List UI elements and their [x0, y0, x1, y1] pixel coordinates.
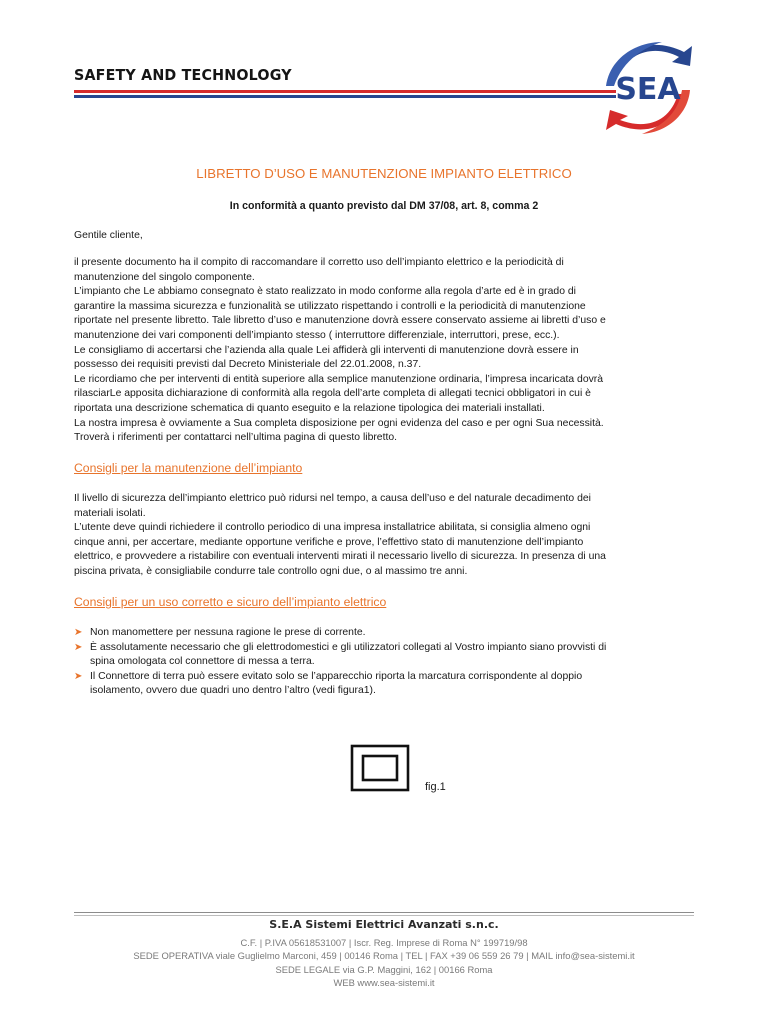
footer-line: SEDE LEGALE via G.P. Maggini, 162 | 00166 Roma — [275, 963, 493, 975]
double-insulation-symbol — [350, 744, 410, 792]
maintenance-line: Il livello di sicurezza dell’impianto elettrico può ridursi nel tempo, a causa dell’uso e del naturale decadimento dei — [74, 493, 591, 504]
list-item — [74, 641, 698, 670]
maintenance-line: elettrico, e provvedere a ristabilire con eventuali interventi mirati il necessario livello di sicurezza. In presenza di una — [74, 551, 606, 563]
greeting — [74, 229, 698, 244]
arrow-bullet-icon: ➤ — [74, 627, 83, 638]
intro-line: Troverà i riferimenti per contattarci nell’ultima pagina di questo libretto. — [74, 432, 398, 444]
list-item-line: Non manomettere per nessuna ragione le prese di corrente. — [90, 627, 366, 638]
maintenance-line: cinque anni, per accertare, mediante opportune verifiche e prove, l’effettivo stato di manutenzione dell’impianto — [74, 536, 584, 548]
footer-divider — [74, 912, 694, 913]
list-item — [74, 670, 698, 699]
intro-line: Le ricordiamo che per interventi di entità superiore alla semplice manutenzione ordinaria, l’impresa incaricata dovrà — [74, 373, 604, 385]
section-heading-maintenance: Consigli per la manutenzione dell’impianto — [74, 461, 303, 475]
footer-line: WEB www.sea-sistemi.it — [333, 977, 435, 989]
intro-line: il presente documento ha il compito di raccomandare il corretto uso dell’impianto elettrico e la periodicità di — [74, 257, 564, 268]
sea-logo — [592, 28, 702, 143]
maintenance-paragraph — [74, 492, 698, 580]
intro-line: possesso dei requisiti previsti dal Decreto Ministeriale del 22.01.2008, n.37. — [74, 359, 422, 371]
intro-line: manutenzione del singolo componente. — [74, 271, 255, 283]
arrow-bullet-icon: ➤ — [74, 670, 83, 682]
intro-line: rilasciarLe apposita dichiarazione di conformità alla regola dell’arte completa di allegati tecnici obbligatori in cui è — [74, 388, 591, 400]
maintenance-line: L’utente deve quindi richiedere il controllo periodico di una impresa installatrice abilitata, si consiglia almeno ogni — [74, 522, 591, 534]
list-item-line: È assolutamente necessario che gli elettrodomestici e gli utilizzatori collegati al Vostro impianto siano provvisti di — [90, 641, 607, 653]
intro-line: garantire la massima sicurezza e funzionalità se utilizzato rispettando i controlli e la periodicità di manutenzione — [74, 300, 586, 312]
page-header — [0, 0, 768, 150]
intro-line: manutenzione dei vari componenti dell’impianto stesso ( interruttore differenziale, interruttori, prese, ecc.). — [74, 329, 560, 341]
maintenance-line: piscina privata, è consigliabile condurre tale controllo ogni due, o al massimo tre anni. — [74, 565, 468, 577]
logo-text: SEA — [615, 72, 681, 107]
greeting-text: Gentile cliente, — [74, 230, 143, 241]
footer-contact-info — [74, 936, 694, 990]
brand-title: SAFETY AND TECHNOLOGY — [74, 66, 292, 84]
header-stripes — [74, 90, 616, 98]
list-item — [74, 626, 698, 641]
intro-line: L’impianto che Le abbiamo consegnato è stato realizzato in modo conforme alla regola d’arte ed è in grado di — [74, 286, 576, 298]
blue-stripe — [74, 95, 616, 98]
section-heading-safe-use: Consigli per un uso corretto e sicuro dell’impianto elettrico — [74, 595, 387, 609]
intro-line: La nostra impresa è ovviamente a Sua completa disposizione per ogni evidenza del caso e per ogni Sua necessità. — [74, 417, 604, 429]
footer-company: S.E.A Sistemi Elettrici Avanzati s.n.c. — [269, 918, 499, 931]
list-item-line: spina omologata col connettore di messa a terra. — [90, 656, 315, 668]
list-item-line: isolamento, ovvero due quadri uno dentro l’altro (vedi figura1). — [90, 685, 376, 697]
figure-label: fig.1 — [425, 781, 446, 793]
intro-line: Le consigliamo di accertarsi che l’azienda alla quale Lei affiderà gli interventi di manutenzione dovrà essere in — [74, 344, 579, 356]
intro-paragraph — [74, 256, 698, 446]
document-subtitle: In conformità a quanto previsto dal DM 37/08, art. 8, comma 2 — [229, 200, 539, 212]
arrow-bullet-icon: ➤ — [74, 641, 83, 653]
maintenance-line: materiali isolati. — [74, 507, 146, 519]
footer-line: C.F. | P.IVA 05618531007 | Iscr. Reg. Imprese di Roma N° 199719/98 — [240, 937, 528, 948]
document-title: LIBRETTO D’USO E MANUTENZIONE IMPIANTO ELETTRICO — [196, 166, 572, 181]
footer-line: SEDE OPERATIVA viale Guglielmo Marconi, 459 | 00146 Roma | TEL | FAX +39 06 559 26 79 | MAIL info@sea-sistemi.it — [133, 950, 635, 962]
list-item-line: Il Connettore di terra può essere evitato solo se l’apparecchio riporta la marcatura corrispondente al doppio — [90, 670, 583, 682]
intro-line: riportata una descrizione schematica di quanto eseguito e la relazione tipologica dei materiali installati. — [74, 402, 545, 414]
footer-divider-secondary — [74, 915, 694, 916]
safety-tips-list — [74, 626, 698, 699]
intro-line: riportate nel presente libretto. Tale libretto d’uso e manutenzione dovrà essere conservato assieme ai libretti d’uso e — [74, 315, 606, 327]
